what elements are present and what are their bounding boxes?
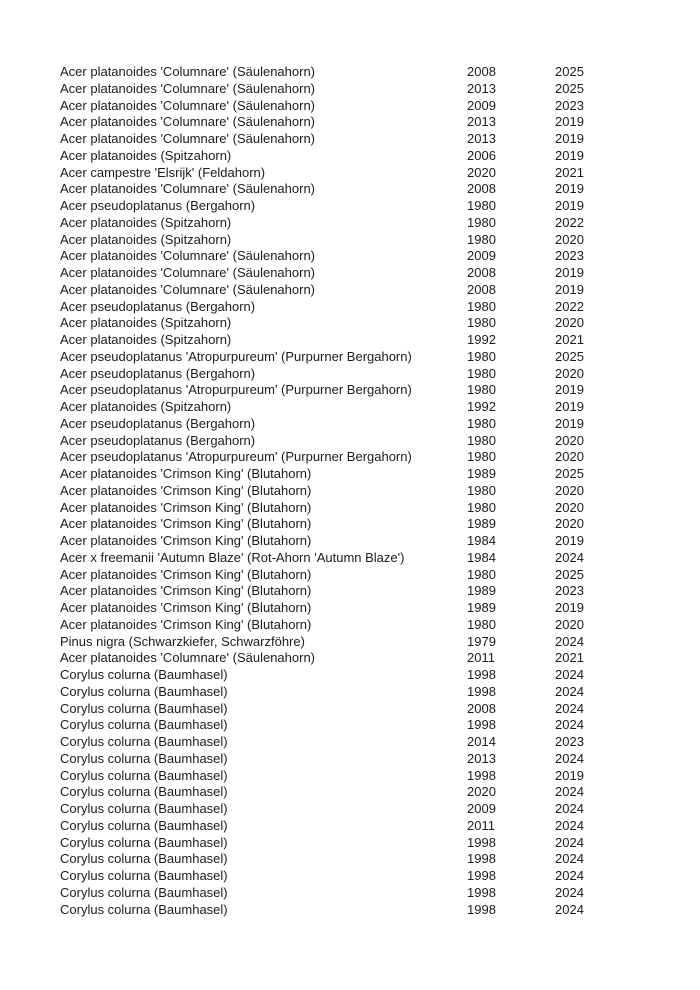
species-cell: Acer platanoides 'Columnare' (Säulenahorn) [60,181,315,197]
year-start-cell: 2011 [467,817,495,833]
year-start-cell: 1980 [467,432,496,448]
year-start-cell: 2013 [467,114,496,130]
table-row [60,332,700,349]
tree-table-body [60,64,700,918]
year-start-cell: 1998 [467,851,496,867]
table-row [60,315,700,332]
table-row [60,784,700,801]
species-cell: Acer pseudoplatanus (Bergahorn) [60,432,256,448]
year-start-cell: 1980 [467,231,496,247]
table-row [60,466,700,483]
year-end-cell: 2019 [555,382,584,398]
year-start-cell: 1998 [467,717,496,733]
year-end-cell: 2020 [555,231,584,247]
table-row [60,483,700,500]
species-cell: Acer platanoides 'Columnare' (Säulenahorn) [60,248,315,264]
year-start-cell: 1998 [467,834,496,850]
species-cell: Corylus colurna (Baumhasel) [60,734,228,749]
year-start-cell: 1980 [467,415,496,431]
species-cell: Acer platanoides 'Columnare' (Säulenahorn) [60,650,315,666]
year-end-cell: 2025 [555,64,584,79]
year-start-cell: 1998 [467,901,496,917]
species-cell: Corylus colurna (Baumhasel) [60,868,228,883]
year-start-cell: 1998 [467,683,496,699]
year-end-cell: 2024 [555,667,584,682]
year-end-cell: 2019 [555,131,584,146]
table-row [60,148,700,165]
table-row [60,667,700,684]
year-end-cell: 2024 [555,717,584,733]
table-row [60,684,700,701]
year-start-cell: 1980 [467,499,496,515]
table-row [60,416,700,433]
table-row [60,516,700,533]
year-start-cell: 2013 [467,131,496,146]
year-end-cell: 2024 [555,700,584,716]
year-end-cell: 2024 [555,817,584,833]
year-end-cell: 2023 [555,248,584,264]
year-end-cell: 2019 [555,399,584,414]
species-cell: Acer platanoides (Spitzahorn) [60,214,232,230]
table-row [60,818,700,835]
species-cell: Acer pseudoplatanus 'Atropurpureum' (Purpurner Bergahorn) [60,348,412,364]
table-row [60,634,700,651]
species-cell: Corylus colurna (Baumhasel) [60,884,228,900]
table-row [60,617,700,634]
year-start-cell: 1980 [467,298,496,314]
species-cell: Corylus colurna (Baumhasel) [60,767,228,783]
table-row [60,600,700,617]
species-cell: Acer platanoides 'Crimson King' (Blutahorn) [60,533,312,548]
year-end-cell: 2019 [555,147,584,163]
year-start-cell: 1979 [467,633,496,649]
species-cell: Acer platanoides 'Columnare' (Säulenahorn) [60,97,315,113]
year-end-cell: 2023 [555,734,584,749]
species-cell: Corylus colurna (Baumhasel) [60,834,228,850]
species-cell: Acer platanoides (Spitzahorn) [60,147,232,163]
year-end-cell: 2025 [555,466,584,481]
year-start-cell: 2008 [467,265,496,280]
table-row [60,181,700,198]
year-end-cell: 2024 [555,633,584,649]
year-start-cell: 1989 [467,466,496,481]
species-cell: Acer x freemanii 'Autumn Blaze' (Rot-Ahorn 'Autumn Blaze') [60,549,405,565]
species-cell: Acer pseudoplatanus (Bergahorn) [60,198,256,213]
year-start-cell: 1980 [467,616,496,632]
table-row [60,349,700,366]
species-cell: Corylus colurna (Baumhasel) [60,801,228,816]
table-row [60,851,700,868]
species-cell: Acer pseudoplatanus 'Atropurpureum' (Purpurner Bergahorn) [60,449,412,465]
year-start-cell: 1992 [467,399,496,414]
year-end-cell: 2024 [555,834,584,850]
year-start-cell: 1980 [467,566,496,582]
year-end-cell: 2019 [555,415,584,431]
table-row [60,64,700,81]
year-start-cell: 1998 [467,884,496,900]
year-end-cell: 2023 [555,97,584,113]
species-cell: Acer platanoides 'Columnare' (Säulenahorn) [60,114,315,130]
year-end-cell: 2020 [555,315,584,331]
species-cell: Acer platanoides 'Crimson King' (Blutahorn) [60,482,312,498]
year-start-cell: 1984 [467,549,496,565]
year-start-cell: 1998 [467,667,496,682]
table-row [60,449,700,466]
year-start-cell: 1989 [467,516,496,532]
species-cell: Acer platanoides 'Columnare' (Säulenahorn) [60,131,315,146]
species-cell: Acer platanoides (Spitzahorn) [60,315,232,331]
year-end-cell: 2022 [555,298,584,314]
year-start-cell: 1989 [467,600,496,615]
species-cell: Acer platanoides 'Crimson King' (Blutahorn) [60,466,312,481]
year-end-cell: 2020 [555,516,584,532]
species-cell: Corylus colurna (Baumhasel) [60,784,228,800]
year-start-cell: 2006 [467,147,496,163]
species-cell: Corylus colurna (Baumhasel) [60,817,228,833]
year-end-cell: 2024 [555,750,584,766]
year-start-cell: 2011 [467,650,495,666]
year-end-cell: 2019 [555,281,584,297]
year-end-cell: 2020 [555,616,584,632]
year-end-cell: 2019 [555,600,584,615]
year-end-cell: 2020 [555,499,584,515]
year-start-cell: 2013 [467,80,496,96]
table-row [60,366,700,383]
species-cell: Corylus colurna (Baumhasel) [60,683,228,699]
table-row [60,265,700,282]
table-row [60,165,700,182]
year-start-cell: 2013 [467,750,496,766]
year-end-cell: 2020 [555,482,584,498]
table-row [60,382,700,399]
year-end-cell: 2021 [555,650,584,666]
species-cell: Acer platanoides 'Columnare' (Säulenahorn) [60,281,315,297]
table-row [60,734,700,751]
year-start-cell: 1998 [467,868,496,883]
year-start-cell: 1980 [467,382,496,398]
year-end-cell: 2024 [555,901,584,917]
year-start-cell: 1980 [467,214,496,230]
year-start-cell: 2020 [467,164,496,180]
species-cell: Acer pseudoplatanus 'Atropurpureum' (Purpurner Bergahorn) [60,382,412,398]
species-cell: Corylus colurna (Baumhasel) [60,750,228,766]
table-row [60,835,700,852]
table-row [60,232,700,249]
year-end-cell: 2019 [555,114,584,130]
year-start-cell: 1984 [467,533,496,548]
year-start-cell: 2009 [467,97,496,113]
table-row [60,500,700,517]
year-end-cell: 2024 [555,683,584,699]
table-row [60,98,700,115]
year-start-cell: 2008 [467,700,496,716]
year-start-cell: 1998 [467,767,496,783]
species-cell: Acer platanoides 'Crimson King' (Blutahorn) [60,616,312,632]
year-end-cell: 2025 [555,348,584,364]
table-row [60,567,700,584]
species-cell: Acer platanoides 'Columnare' (Säulenahorn) [60,80,315,96]
table-row [60,868,700,885]
table-row [60,701,700,718]
species-cell: Corylus colurna (Baumhasel) [60,717,228,733]
year-end-cell: 2019 [555,198,584,213]
table-row [60,902,700,919]
species-cell: Acer platanoides (Spitzahorn) [60,332,232,347]
year-end-cell: 2019 [555,767,584,783]
species-cell: Acer platanoides 'Crimson King' (Blutahorn) [60,566,312,582]
year-end-cell: 2020 [555,432,584,448]
species-cell: Acer platanoides 'Crimson King' (Blutahorn) [60,499,312,515]
year-start-cell: 2008 [467,181,496,197]
year-end-cell: 2024 [555,549,584,565]
table-row [60,717,700,734]
year-end-cell: 2024 [555,784,584,800]
species-cell: Corylus colurna (Baumhasel) [60,667,228,682]
species-cell: Acer platanoides 'Columnare' (Säulenahorn) [60,265,315,280]
table-row [60,81,700,98]
species-cell: Acer platanoides (Spitzahorn) [60,231,232,247]
species-cell: Acer platanoides 'Columnare' (Säulenahorn) [60,64,315,79]
table-row [60,583,700,600]
table-row [60,131,700,148]
table-row [60,299,700,316]
year-end-cell: 2025 [555,80,584,96]
year-end-cell: 2022 [555,214,584,230]
table-row [60,751,700,768]
species-cell: Acer platanoides 'Crimson King' (Blutahorn) [60,516,312,532]
table-row [60,282,700,299]
species-cell: Acer campestre 'Elsrijk' (Feldahorn) [60,164,266,180]
species-cell: Acer pseudoplatanus (Bergahorn) [60,298,256,314]
table-row [60,433,700,450]
year-end-cell: 2024 [555,868,584,883]
year-start-cell: 1980 [467,482,496,498]
year-start-cell: 1980 [467,348,496,364]
table-row [60,215,700,232]
year-end-cell: 2021 [555,332,584,347]
table-row [60,768,700,785]
year-start-cell: 2008 [467,281,496,297]
species-cell: Acer platanoides 'Crimson King' (Blutahorn) [60,583,312,599]
year-start-cell: 1980 [467,315,496,331]
year-end-cell: 2019 [555,181,584,197]
species-cell: Acer platanoides (Spitzahorn) [60,399,232,414]
year-end-cell: 2019 [555,533,584,548]
year-start-cell: 2014 [467,734,496,749]
year-start-cell: 1980 [467,449,496,465]
table-row [60,198,700,215]
year-start-cell: 1980 [467,365,496,381]
year-end-cell: 2025 [555,566,584,582]
year-end-cell: 2019 [555,265,584,280]
table-row [60,801,700,818]
table-row [60,399,700,416]
species-cell: Acer pseudoplatanus (Bergahorn) [60,415,256,431]
year-end-cell: 2024 [555,851,584,867]
year-end-cell: 2024 [555,884,584,900]
year-start-cell: 1989 [467,583,496,599]
year-start-cell: 1980 [467,198,496,213]
species-cell: Pinus nigra (Schwarzkiefer, Schwarzföhre) [60,633,305,649]
year-start-cell: 2008 [467,64,496,79]
year-start-cell: 1992 [467,332,496,347]
table-row [60,650,700,667]
table-row [60,114,700,131]
year-end-cell: 2024 [555,801,584,816]
table-row [60,885,700,902]
table-row [60,550,700,567]
year-start-cell: 2009 [467,801,496,816]
year-end-cell: 2020 [555,449,584,465]
species-cell: Corylus colurna (Baumhasel) [60,700,228,716]
species-cell: Corylus colurna (Baumhasel) [60,851,228,867]
year-end-cell: 2020 [555,365,584,381]
year-end-cell: 2021 [555,164,584,180]
table-row [60,248,700,265]
species-cell: Acer platanoides 'Crimson King' (Blutahorn) [60,600,312,615]
species-cell: Corylus colurna (Baumhasel) [60,901,228,917]
year-end-cell: 2023 [555,583,584,599]
year-start-cell: 2020 [467,784,496,800]
table-row [60,533,700,550]
year-start-cell: 2009 [467,248,496,264]
species-cell: Acer pseudoplatanus (Bergahorn) [60,365,256,381]
